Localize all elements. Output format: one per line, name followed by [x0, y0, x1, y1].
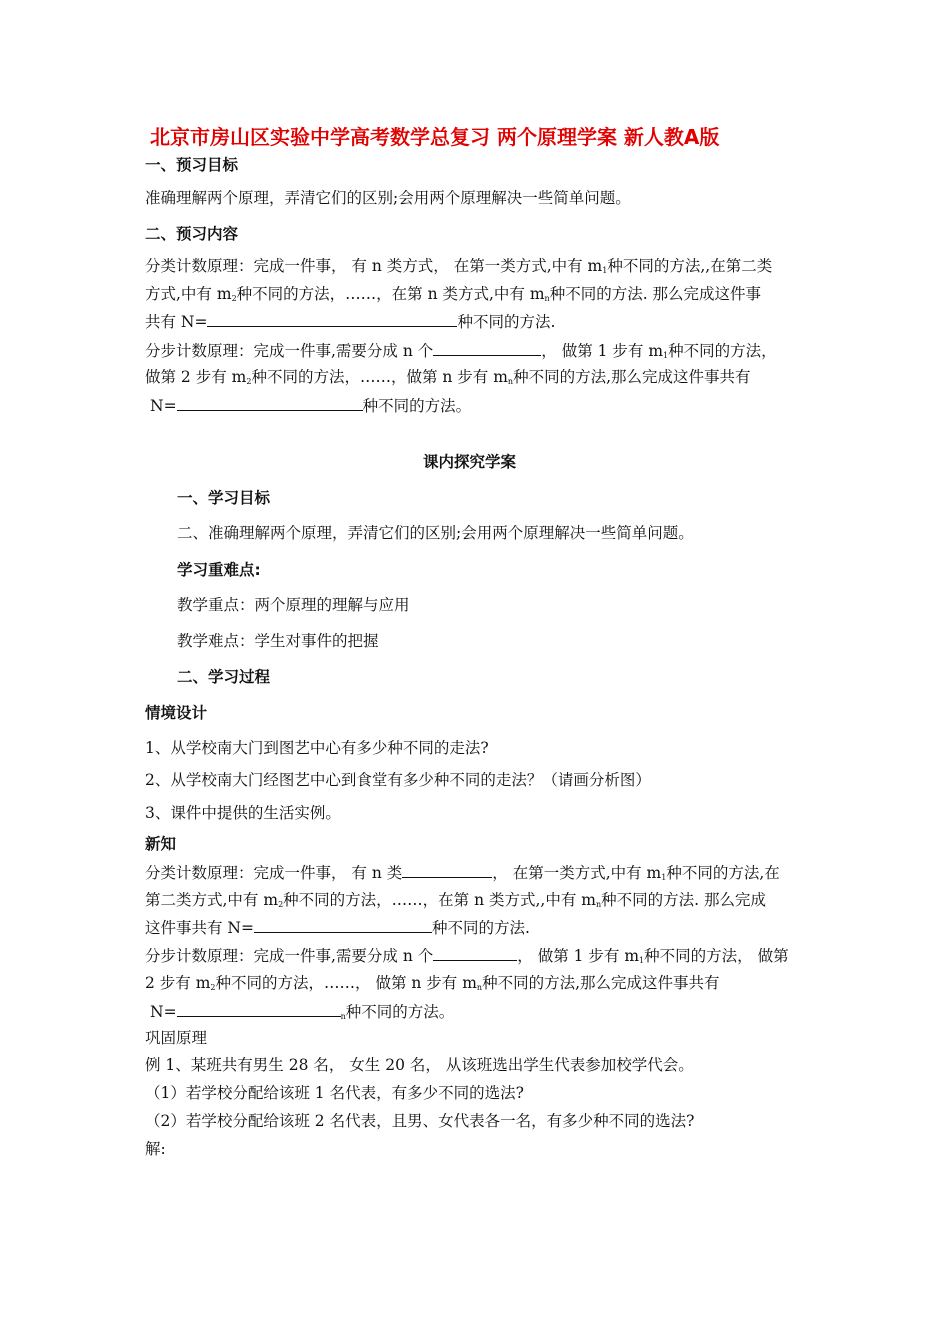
scenario-heading: 情境设计	[145, 704, 208, 722]
new-multiplication-line-1: 分步计数原理：完成一件事,需要分成 n 个 ， 做第 1 步有 $m_1$种不同的方法， 做第	[145, 947, 789, 965]
addition-principle-line-3: 共有 N= 种不同的方法.	[145, 313, 556, 331]
addition-principle-line-1: 分类计数原理：完成一件事， 有 n 类方式， 在第一类方式,中有 $m_1$种不同的方法,,在第二类	[145, 257, 773, 275]
page-title: 北京市房山区实验中学高考数学总复习 两个原理学案 新人教A版	[150, 125, 720, 149]
example-1-question-2: （2）若学校分配给该班 2 名代表，且男、女代表各一名，有多少种不同的选法?	[145, 1112, 695, 1130]
answer-label: 解:	[145, 1140, 166, 1158]
learning-goal-heading: 一、学习目标	[177, 489, 271, 507]
fill-blank[interactable]	[207, 311, 457, 327]
fill-blank[interactable]	[254, 917, 432, 933]
teaching-focus: 教学重点：两个原理的理解与应用	[177, 596, 410, 614]
section-preview-goal-heading: 一、预习目标	[145, 156, 239, 174]
new-addition-line-2: 第二类方式,中有 $m_2$种不同的方法，……，在第 n 类方式,,中有 $m_n$种不同的方法. 那么完成	[145, 891, 766, 909]
scenario-item-2: 2、从学校南大门经图艺中心到食堂有多少种不同的走法？（请画分析图）	[145, 771, 651, 789]
new-multiplication-line-3: N= $_n$种不同的方法。	[150, 1003, 455, 1021]
learning-goal-text: 二、准确理解两个原理，弄清它们的区别;会用两个原理解决一些简单问题。	[177, 524, 694, 542]
multiplication-principle-line-2: 做第 2 步有 $m_2$种不同的方法，……，做第 n 步有 $m_n$种不同的方法,那么完成这件事共有	[145, 368, 751, 386]
fill-blank[interactable]	[433, 945, 517, 961]
new-multiplication-line-2: 2 步有 $m_2$种不同的方法，……， 做第 n 步有 $m_n$种不同的方法,那么完成这件事共有	[145, 974, 720, 992]
key-difficulty-heading: 学习重难点:	[177, 561, 261, 579]
preview-goal-text: 准确理解两个原理，弄清它们的区别;会用两个原理解决一些简单问题。	[145, 189, 631, 207]
teaching-difficulty: 教学难点：学生对事件的把握	[177, 632, 379, 650]
multiplication-principle-line-3: N= 种不同的方法。	[150, 397, 472, 415]
example-1: 例 1、某班共有男生 28 名， 女生 20 名， 从该班选出学生代表参加校学代会。	[145, 1056, 694, 1074]
new-knowledge-heading: 新知	[145, 835, 177, 853]
consolidate-heading: 巩固原理	[145, 1029, 208, 1047]
fill-blank[interactable]	[177, 1001, 341, 1017]
in-class-heading: 课内探究学案	[423, 453, 517, 471]
multiplication-principle-line-1: 分步计数原理：完成一件事,需要分成 n 个 ， 做第 1 步有 $m_1$种不同的方法，	[145, 342, 777, 360]
fill-blank[interactable]	[402, 862, 492, 878]
addition-principle-line-2: 方式,中有 $m_2$种不同的方法，……，在第 n 类方式,中有 $m_n$种不同的方法. 那么完成这件事	[145, 285, 762, 303]
scenario-item-3: 3、课件中提供的生活实例。	[145, 804, 341, 822]
section-preview-content-heading: 二、预习内容	[145, 225, 239, 243]
example-1-question-1: （1）若学校分配给该班 1 名代表，有多少不同的选法?	[145, 1084, 524, 1102]
new-addition-line-3: 这件事共有 N= 种不同的方法.	[145, 919, 530, 937]
new-addition-line-1: 分类计数原理：完成一件事， 有 n 类 ， 在第一类方式,中有 $m_1$种不同的方法,在	[145, 864, 780, 882]
learning-process-heading: 二、学习过程	[177, 668, 271, 686]
scenario-item-1: 1、从学校南大门到图艺中心有多少种不同的走法?	[145, 739, 489, 757]
fill-blank[interactable]	[433, 340, 541, 356]
fill-blank[interactable]	[177, 395, 363, 411]
